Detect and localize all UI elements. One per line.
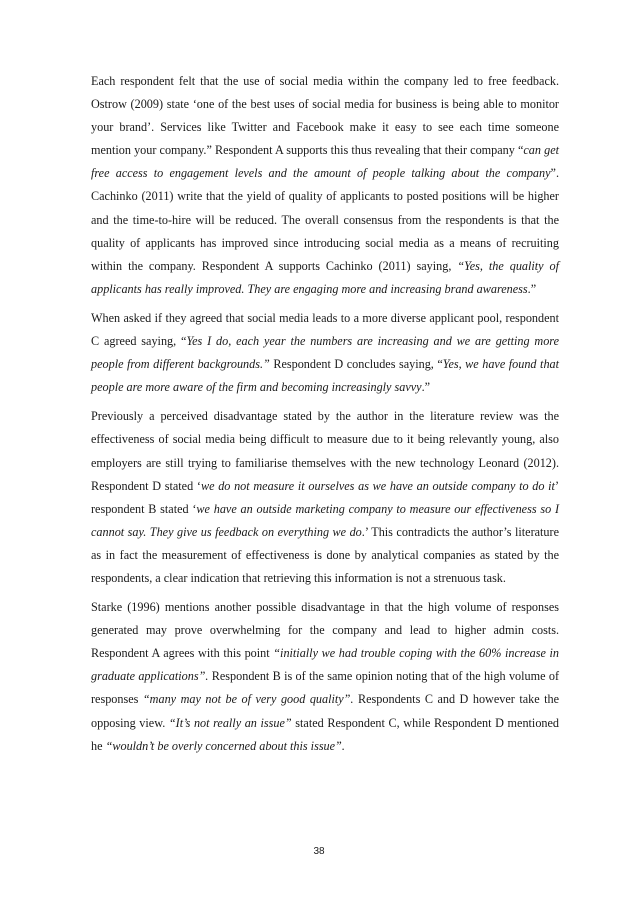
text-run: stated Respondent C, while Respondent D mentioned he	[91, 715, 560, 753]
body-text	[91, 70, 559, 764]
text-run: Respondent D concludes saying, “	[269, 357, 443, 372]
text-run: Each respondent felt that the use of social media within the company led to free feedback. Ostrow (2009) state ‘one of the best uses of social media for business is being able to monitor your brand’. Services like Twitter and Facebook make it easy to see each time someone mention your company.” Respondent A supports this thus revealing that their company “	[91, 74, 559, 158]
quote-run: we do not measure it ourselves as we have an outside company to do it	[200, 478, 555, 493]
text-run: .”	[421, 380, 431, 395]
page-number: 38	[313, 846, 325, 857]
paragraph-diverse-applicant-pool	[91, 307, 559, 399]
quote-run: Yes, we have found that people are more aware of the firm and becoming increasingly savvy	[91, 357, 560, 395]
text-run: .”	[527, 281, 537, 296]
text-run: .’ This contradicts the author’s literature as in fact the measurement of effectiveness is done by analytical companies as stated by the respondents, a clear indication that retrieving this information is not a strenuous task.	[91, 524, 559, 585]
paragraph-social-media-feedback	[91, 70, 559, 301]
text-run: When asked if they agreed that social media leads to a more diverse applicant pool, respondent C agreed saying, “	[91, 310, 559, 349]
text-run: ’ respondent B stated ‘	[91, 478, 559, 516]
text-run: Starke (1996) mentions another possible disadvantage in that the high volume of responses generated may prove overwhelming for the company and lead to higher admin costs. Respondent A agrees with this point	[91, 600, 559, 661]
quote-run: “many may not be of very good quality”.	[142, 692, 354, 707]
quote-run: “Yes, the quality of applicants has really improved. They are engaging more and increasing brand awareness	[91, 258, 559, 296]
text-run: Respondent B is of the same opinion noting that of the high volume of responses	[91, 669, 559, 707]
paragraph-volume-of-responses	[91, 596, 559, 758]
quote-run: we have an outside marketing company to measure our effectiveness so I cannot say. They give us feedback on everything we do	[91, 501, 560, 539]
text-run: ”. Cachinko (2011) write that the yield of quality of applicants to posted positions will be higher and the time-to-hire will be reduced. The overall consensus from the respondents is that the quality of applicants has improved since introducing social media as a means of recruiting within the company. Respondent A supports Cachinko (2011) saying,	[91, 166, 559, 273]
quote-run: “wouldn’t be overly concerned about this issue”.	[105, 738, 345, 753]
paragraph-measuring-effectiveness	[91, 405, 559, 590]
text-run: Respondents C and D however take the opposing view.	[91, 692, 560, 730]
quote-run: “It’s not really an issue”	[168, 715, 292, 730]
quote-run: can get free access to engagement levels and the amount of people talking about the company	[91, 143, 559, 181]
text-run: Previously a perceived disadvantage stated by the author in the literature review was the effectiveness of social media being difficult to measure due to it being relevantly young, also employers are still trying to familiarise themselves with the new technology Leonard (2012). Respondent D stated ‘	[91, 409, 559, 493]
quote-run: Yes I do, each year the numbers are increasing and we are getting more people from different backgrounds.”	[91, 334, 559, 372]
quote-run: “initially we had trouble coping with the 60% increase in graduate applications”.	[91, 646, 559, 684]
